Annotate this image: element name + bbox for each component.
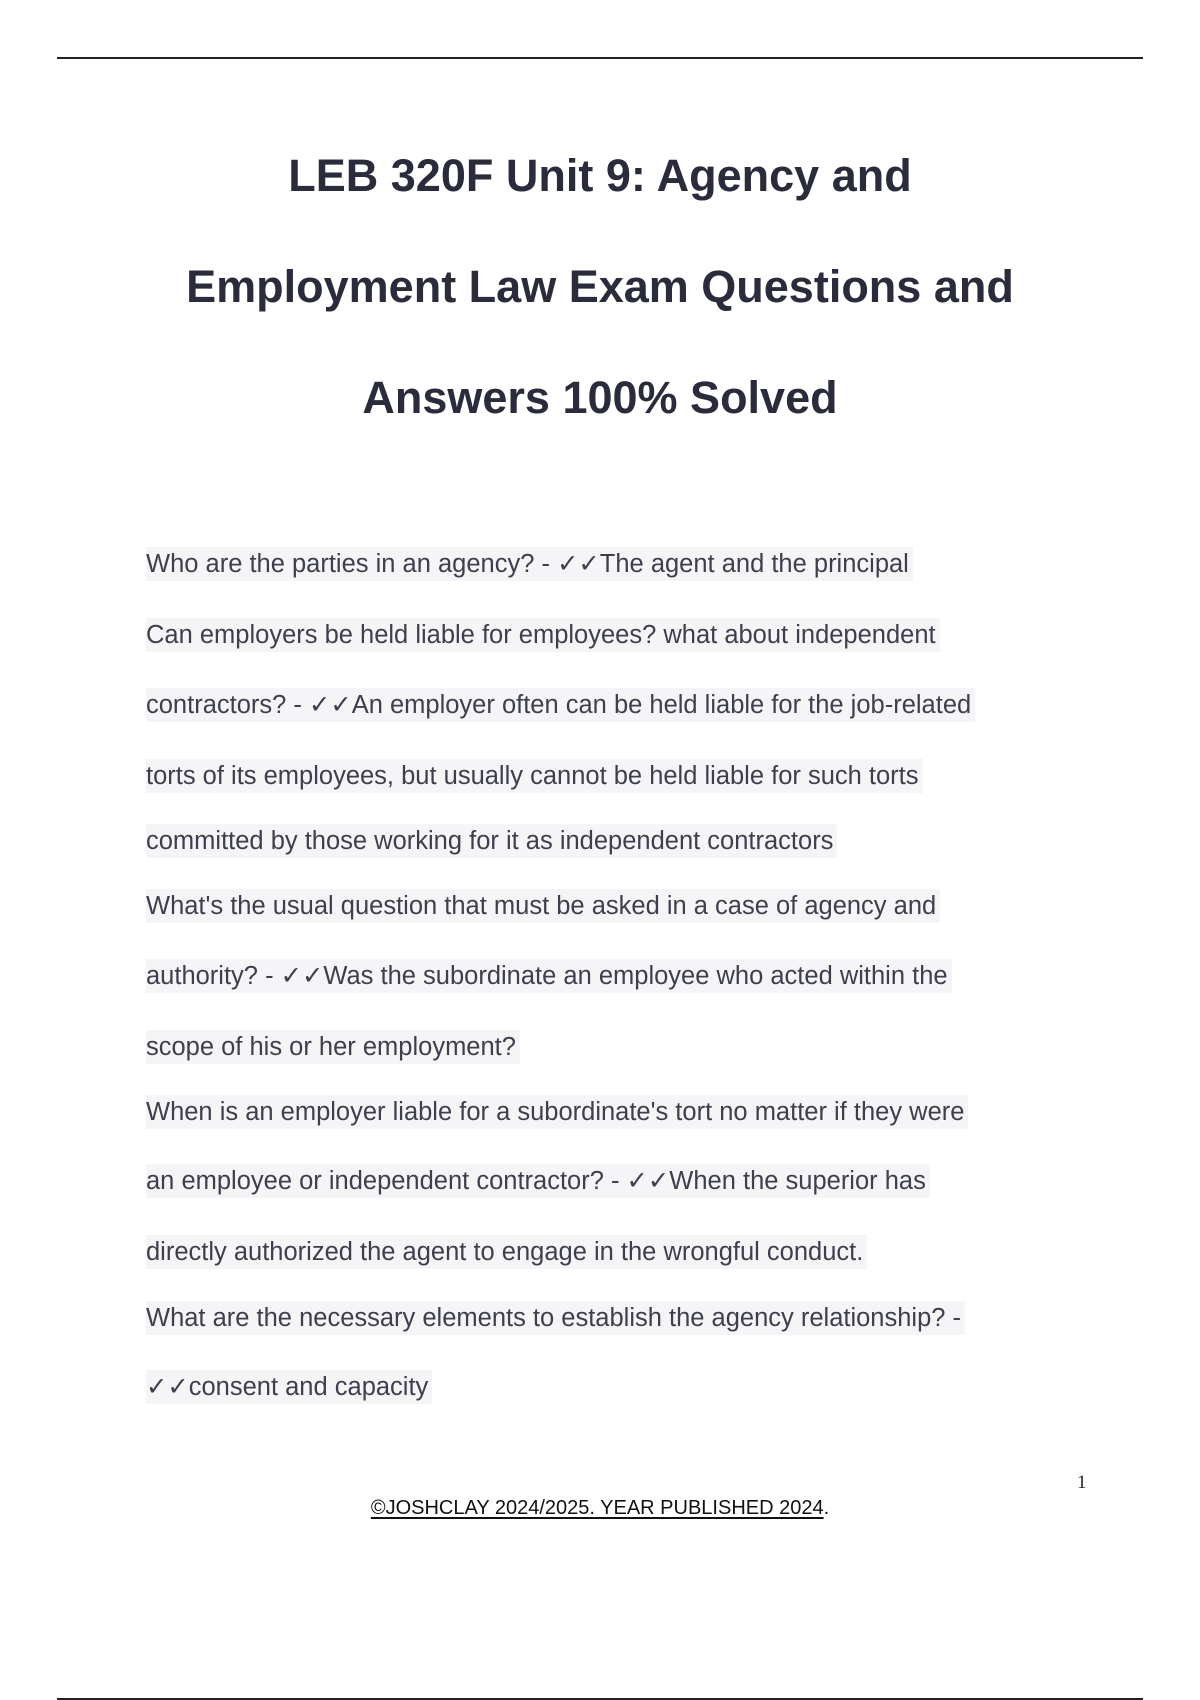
title-line-3: Answers 100% Solved [362,372,838,423]
text-line: What's the usual question that must be asked in a case of agency and [146,889,940,923]
title-line-2: Employment Law Exam Questions and [186,261,1014,312]
text-line: directly authorized the agent to engage in the wrongful conduct. [146,1235,867,1269]
title-line-1: LEB 320F Unit 9: Agency and [288,150,912,201]
text-line: an employee or independent contractor? - ✓✓When the superior has [146,1164,930,1198]
text-line: Who are the parties in an agency? - ✓✓The agent and the principal [146,547,913,581]
footer [0,1497,1200,1520]
text-line: Can employers be held liable for employees? what about independent [146,618,940,652]
text-line: contractors? - ✓✓An employer often can be held liable for the job-related [146,688,975,722]
footer-copyright: ©JOSHCLAY 2024/2025. YEAR PUBLISHED 2024 [370,1497,824,1519]
text-line: scope of his or her employment? [146,1030,520,1064]
text-line: ✓✓consent and capacity [146,1370,432,1404]
text-line: authority? - ✓✓Was the subordinate an employee who acted within the [146,959,952,993]
top-rule [57,57,1143,59]
text-line: torts of its employees, but usually cannot be held liable for such torts [146,759,923,793]
footer-trailing: . [823,1497,830,1519]
page-number: 1 [1077,1472,1087,1493]
document-title [100,120,1100,453]
text-line: When is an employer liable for a subordinate's tort no matter if they were [146,1095,968,1129]
text-line: What are the necessary elements to establish the agency relationship? - [146,1301,965,1335]
text-line: committed by those working for it as independent contractors [146,824,837,858]
